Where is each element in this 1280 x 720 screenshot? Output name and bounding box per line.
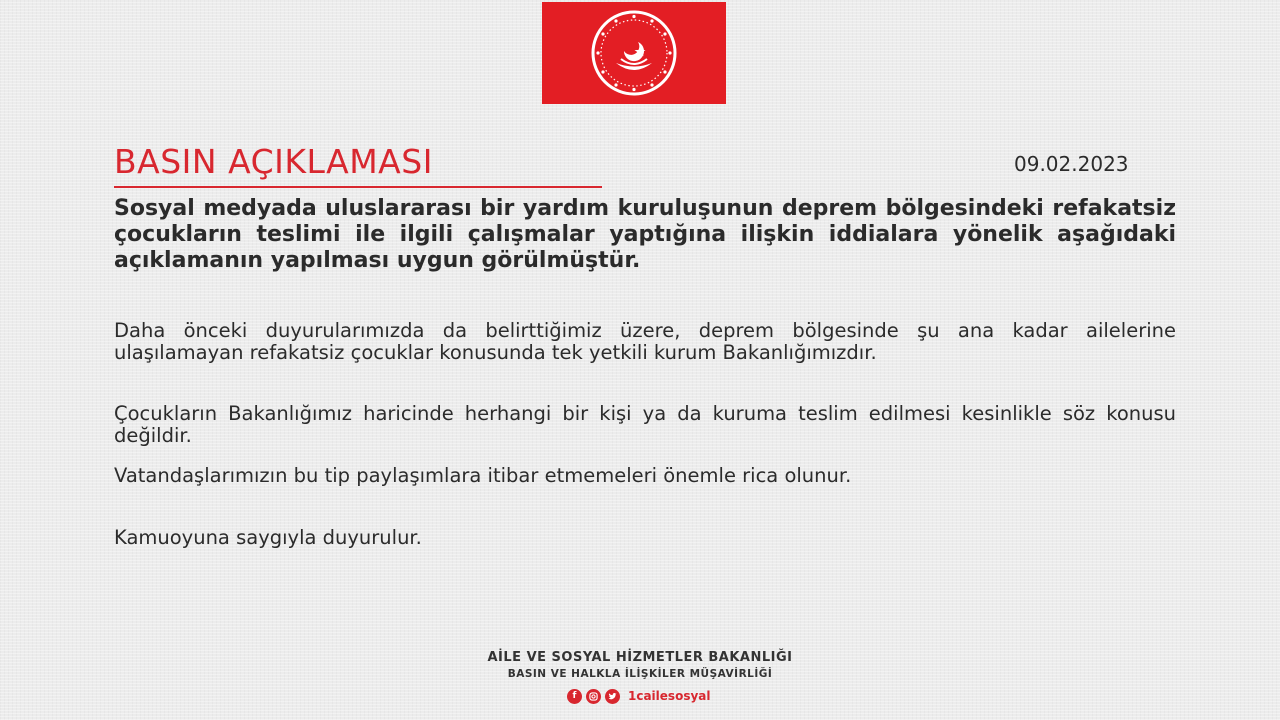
lead-paragraph: Sosyal medyada uluslararası bir yardım kuruluşunun deprem bölgesindeki refakatsiz çocukların teslimi ile ilgili çalışmalar yaptığına ilişkin iddialara yönelik aşağıdaki açıklamanın yapılması uygun görülmüştür. bbox=[114, 196, 1176, 273]
body-paragraph-4: Kamuoyuna saygıyla duyurulur. bbox=[114, 526, 422, 549]
title-underline bbox=[114, 186, 602, 188]
facebook-icon[interactable]: f bbox=[567, 689, 582, 704]
ministry-logo bbox=[542, 2, 726, 104]
body-paragraph-1: Daha önceki duyurularımızda da belirttiğimiz üzere, deprem bölgesinde şu ana kadar ailelerine ulaşılamayan refakatsiz çocuklar konusunda tek yetkili kurum Bakanlığımızdır. bbox=[114, 319, 1176, 364]
social-links bbox=[567, 687, 711, 705]
ministry-emblem-icon bbox=[574, 5, 694, 101]
department-name: BASIN VE HALKLA İLİŞKİLER MÜŞAVİRLİĞİ bbox=[507, 668, 773, 680]
ministry-name: AİLE VE SOSYAL HİZMETLER BAKANLIĞI bbox=[487, 650, 793, 665]
body-paragraph-2: Çocukların Bakanlığımız haricinde herhangi bir kişi ya da kuruma teslim edilmesi kesinlikle söz konusu değildir. bbox=[114, 402, 1176, 447]
page-title: BASIN AÇIKLAMASI bbox=[114, 142, 433, 181]
instagram-icon[interactable] bbox=[586, 689, 601, 704]
body-paragraph-3: Vatandaşlarımızın bu tip paylaşımlara itibar etmemeleri önemle rica olunur. bbox=[114, 464, 852, 487]
release-date: 09.02.2023 bbox=[1014, 152, 1129, 176]
twitter-icon[interactable] bbox=[605, 689, 620, 704]
social-handle[interactable]: 1cailesosyal bbox=[628, 689, 711, 703]
